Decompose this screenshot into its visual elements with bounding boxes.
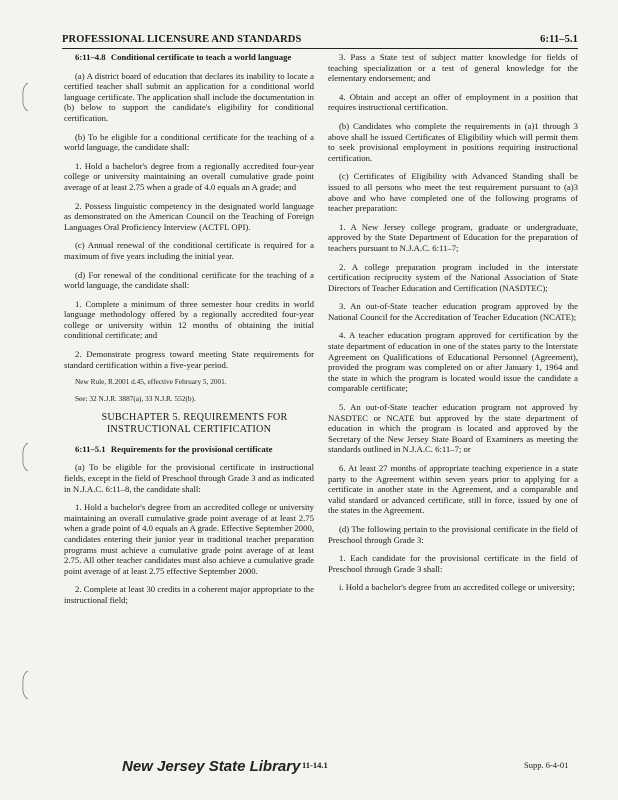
- section-number: 6:11–5.1: [75, 443, 106, 454]
- paragraph-a4: 4. Obtain and accept an offer of employment in a position that requires instructional certification.: [328, 91, 578, 113]
- history-note: New Rule, R.2001 d.45, effective February 5, 2001.: [75, 377, 227, 387]
- margin-bracket-mark: [20, 442, 30, 472]
- paragraph-a: (a) A district board of education that declares its inability to locate a certified teacher shall submit an application for a conditional world language certificate. The application shall include the documentation in (b) below to support the candidate's eligibility for conditional certification.: [64, 70, 314, 123]
- paragraph-c1: 1. A New Jersey college program, graduate or undergraduate, approved by the State Department of Education for the preparation of teachers pursuant to N.J.A.C. 6:11–7;: [328, 221, 578, 253]
- paragraph-d1: 1. Each candidate for the provisional certificate in the field of Preschool through Grade 3 shall:: [328, 553, 578, 574]
- running-header: [62, 34, 578, 49]
- paragraph-d: (d) The following pertain to the provisional certificate in the field of Preschool through Grade 3:: [328, 523, 578, 545]
- subchapter-heading: [64, 412, 314, 436]
- paragraph-a1: 1. Hold a bachelor's degree from an accredited college or university maintaining an overall cumulative grade point average of at least 2.75 when a grade point of 4.0 equals an A grade. Effective September 2000, candidates entering their junior year in traditional teacher preparation programs must achieve a cumulative grade point average of at least 2.75. All other teacher candidates must also achieve a cumulative grade point average of at least 2.75 effective September 2000.: [64, 502, 314, 576]
- supplement-date: Supp. 6-4-01: [524, 760, 569, 770]
- paragraph-c: (c) Annual renewal of the conditional certificate is required for a maximum of five years including the initial year.: [64, 240, 314, 261]
- paragraph-c6: 6. At least 27 months of appropriate teaching experience in a state party to the Agreement within seven years prior to applying for a certificate in another state in the Agreement, and a comparable and valid standard or advanced certificate, still in force, issued by one of the states in the Agreement.: [328, 463, 578, 516]
- paragraph-b2: 2. Possess linguistic competency in the designated world language as demonstrated on the American Council on the Teaching of Foreign Languages Oral Proficiency Interview (ACTFL OPI).: [64, 200, 314, 232]
- header-title: PROFESSIONAL LICENSURE AND STANDARDS: [62, 34, 302, 45]
- paragraph-c2: 2. A college preparation program included in the interstate certification reciprocity system of the National Association of State Directors of Teacher Education and Certification (NASDTEC);: [328, 261, 578, 293]
- margin-bracket-mark: [20, 670, 30, 700]
- paragraph-a: (a) To be eligible for the provisional certificate in instructional fields, except in the field of Preschool through Grade 3 and as indicated in N.J.A.C. 6:11–8, the candidate shall:: [64, 462, 314, 494]
- paragraph-d1: 1. Complete a minimum of three semester hour credits in world language methodology offered by a regionally accredited four-year college or university within 12 months of obtaining the initial conditional certificate; and: [64, 298, 314, 341]
- header-section-number: 6:11–5.1: [540, 34, 578, 45]
- paragraph-a2: 2. Complete at least 30 credits in a coherent major appropriate to the instructional field;: [64, 584, 314, 605]
- paragraph-b: (b) Candidates who complete the requirements in (a)1 through 3 above shall be issued Certificates of Eligibility which will permit them to seek provisional employment in positions requiring instructional certification.: [328, 120, 578, 163]
- history-note: See: 32 N.J.R. 3887(a), 33 N.J.R. 552(b).: [75, 394, 196, 404]
- paragraph-c: (c) Certificates of Eligibility with Advanced Standing shall be issued to all persons who meet the test requirement pursuant to (a)3 above and who have completed one of the following programs of teacher preparation:: [328, 171, 578, 214]
- section-heading-4-8: [64, 52, 314, 63]
- section-title: Conditional certificate to teach a world language: [110, 52, 292, 62]
- paragraph-b1: 1. Hold a bachelor's degree from a regionally accredited four-year college or university maintaining an overall cumulative grade point average of at least 2.75 when a grade of 4.0 equals an A grade; and: [64, 160, 314, 192]
- margin-bracket-mark: [20, 82, 30, 112]
- paragraph-c3: 3. An out-of-State teacher education program approved by the National Council for the Accreditation of Teacher Education (NCATE);: [328, 301, 578, 322]
- section-heading-5-1: [64, 444, 314, 455]
- paragraph-b: (b) To be eligible for a conditional certificate for the teaching of a world language, the candidate shall:: [64, 131, 314, 153]
- paragraph-d: (d) For renewal of the conditional certificate for the teaching of a world language, the candidate shall:: [64, 269, 314, 291]
- subchapter-line-2: INSTRUCTIONAL CERTIFICATION: [106, 423, 272, 435]
- paragraph-a3: 3. Pass a State test of subject matter knowledge for fields of teaching specialization or a test of general knowledge for the elementary endorsement; and: [328, 52, 578, 84]
- library-logo: New Jersey State Library: [122, 758, 301, 775]
- paragraph-c5: 5. An out-of-State teacher education program not approved by NASDTEC or NCATE but approved by the state department of education in which the program is located and approved by the Secretary of the New Jersey State Board of Examiners as meeting the standards outlined in N.J.A.C. 6:11–7; or: [328, 402, 578, 455]
- section-title: Requirements for the provisional certificate: [110, 443, 273, 454]
- left-column: [64, 52, 314, 614]
- paragraph-c4: 4. A teacher education program approved for certification by the state department of education in one of the states party to the Interstate Agreement on Qualifications of Educational Personnel (Agreement), provided the program was completed on or after January 1, 1964 and the state in which the program is located would issue the candidate a comparable certificate;: [328, 330, 578, 394]
- page-number: 11-14.1: [302, 760, 328, 770]
- subchapter-line-1: SUBCHAPTER 5. REQUIREMENTS FOR: [101, 411, 288, 423]
- section-number: 6:11–4.8: [75, 52, 106, 62]
- right-column: [328, 52, 578, 601]
- paragraph-d1i: i. Hold a bachelor's degree from an accredited college or university;: [339, 582, 575, 593]
- paragraph-d2: 2. Demonstrate progress toward meeting State requirements for standard certification within a five-year period.: [64, 349, 314, 370]
